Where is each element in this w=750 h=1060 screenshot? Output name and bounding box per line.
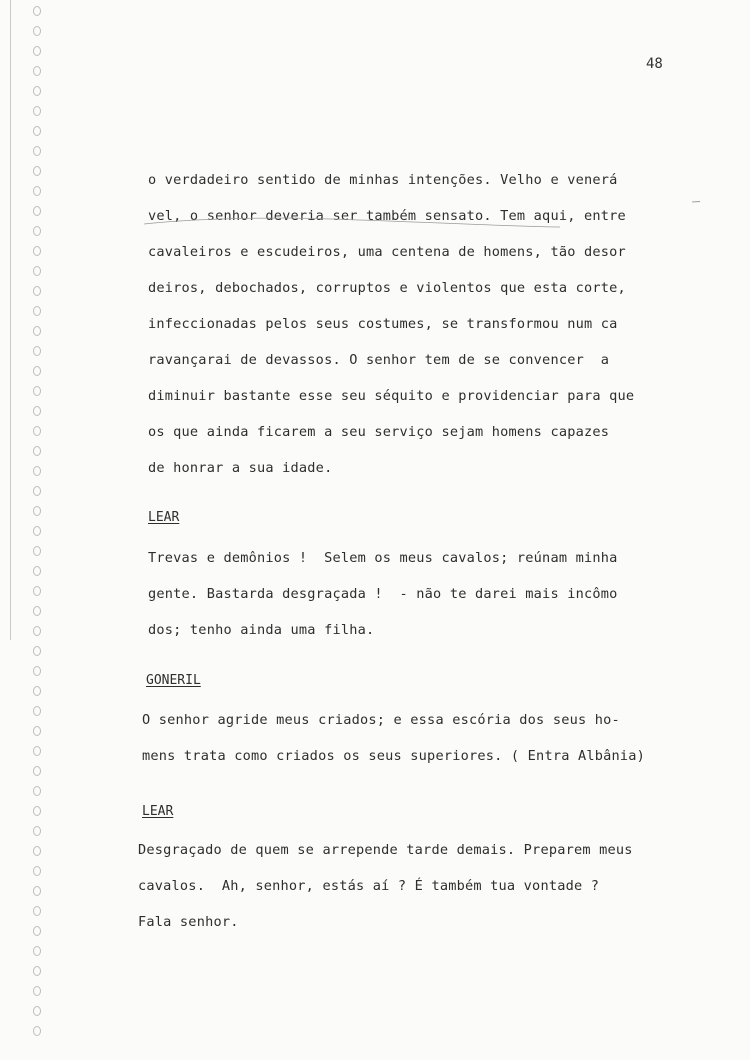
text-line: de honrar a sua idade. [148,460,333,476]
text-line: Trevas e demônios ! Selem os meus cavalos; reúnam minha [148,550,618,566]
punch-hole [33,826,41,836]
punch-hole [33,326,41,336]
punch-hole [33,586,41,596]
punch-hole [33,966,41,976]
punch-hole [33,206,41,216]
punch-hole [33,186,41,196]
punch-hole [33,926,41,936]
punch-hole [33,166,41,176]
text-line: Desgraçado de quem se arrepende tarde demais. Preparem meus [138,842,633,858]
punch-hole [33,246,41,256]
punch-hole [33,346,41,356]
punch-hole [33,726,41,736]
binding-edge [0,0,20,1060]
punch-hole [33,746,41,756]
text-line: O senhor agride meus criados; e essa escória dos seus ho- [142,712,620,728]
text-line: diminuir bastante esse seu séquito e providenciar para que [148,388,635,404]
text-line: gente. Bastarda desgraçada ! - não te darei mais incômo [148,586,618,602]
punch-hole [33,786,41,796]
punch-hole [33,1006,41,1016]
punch-hole [33,486,41,496]
punch-hole [33,146,41,156]
punch-hole [33,846,41,856]
punch-hole [33,106,41,116]
punch-hole [33,506,41,516]
text-line: o verdadeiro sentido de minhas intenções. Velho e venerá [148,172,618,188]
punch-hole [33,626,41,636]
text-line: cavaleiros e escudeiros, uma centena de homens, tão desor [148,244,626,260]
text-line: cavalos. Ah, senhor, estás aí ? É também tua vontade ? [138,878,600,894]
punch-hole [33,366,41,376]
punch-hole [33,666,41,676]
text-line: ravançarai de devassos. O senhor tem de se convencer a [148,352,610,368]
punch-hole [33,686,41,696]
text-line: vel, o senhor deveria ser também sensato. Tem aqui, entre [148,208,626,224]
punch-hole [33,566,41,576]
text-line: os que ainda ficarem a seu serviço sejam homens capazes [148,424,610,440]
speaker-name: LEAR [142,804,174,819]
punch-hole [33,126,41,136]
punch-hole [33,806,41,816]
text-line: deiros, debochados, corruptos e violentos que esta corte, [148,280,626,296]
punch-hole [33,946,41,956]
speaker-name: LEAR [148,510,180,525]
punch-hole [33,226,41,236]
page-number: 48 [646,56,663,72]
text-line: Fala senhor. [138,914,239,930]
speaker-name: GONERIL [146,673,201,688]
punch-hole [33,886,41,896]
punch-hole [33,646,41,656]
punch-hole [33,986,41,996]
punch-hole [33,426,41,436]
binding-line [10,0,11,640]
punch-hole [33,706,41,716]
punch-hole [33,606,41,616]
punch-hole [33,86,41,96]
punch-hole [33,1026,41,1036]
punch-hole [33,446,41,456]
punch-hole [33,286,41,296]
punch-hole [33,546,41,556]
punch-hole [33,766,41,776]
punch-hole [33,406,41,416]
text-line: dos; tenho ainda uma filha. [148,622,375,638]
punch-hole [33,466,41,476]
punch-hole [33,526,41,536]
text-line: mens trata como criados os seus superiores. ( Entra Albânia) [142,748,646,764]
punch-hole [33,46,41,56]
pencil-marks [140,196,700,246]
punch-hole [33,906,41,916]
punch-hole [33,6,41,16]
punch-hole [33,26,41,36]
punch-hole [33,66,41,76]
text-line: infeccionadas pelos seus costumes, se transformou num ca [148,316,618,332]
punch-hole [33,266,41,276]
punch-hole [33,866,41,876]
punch-hole [33,386,41,396]
punch-hole [33,306,41,316]
